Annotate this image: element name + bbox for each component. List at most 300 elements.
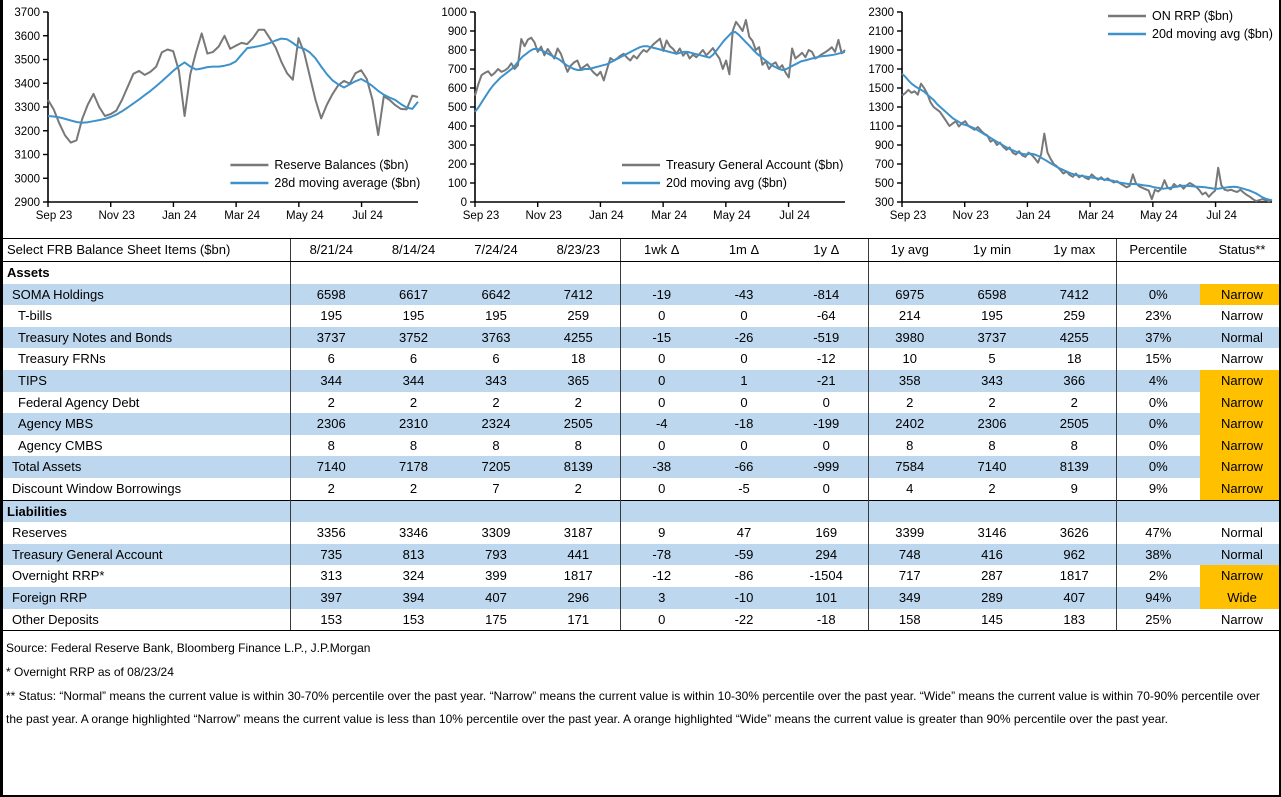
row-label: Total Assets [3, 456, 290, 478]
empty-cell [372, 500, 455, 522]
y-tick-label: 1900 [868, 45, 894, 57]
value-cell: 6 [372, 348, 455, 370]
chart-reserve-balances [3, 0, 430, 236]
value-cell: 0 [703, 305, 785, 327]
value-cell: -26 [703, 327, 785, 349]
value-cell: 0 [703, 348, 785, 370]
table-row [3, 392, 1281, 414]
value-cell: -814 [785, 284, 868, 306]
value-cell: -519 [785, 327, 868, 349]
value-cell: 441 [537, 544, 620, 566]
column-header: Percentile [1116, 239, 1200, 262]
value-cell: 2 [290, 478, 372, 500]
empty-cell [290, 262, 372, 284]
value-cell: 3737 [290, 327, 372, 349]
value-cell: 171 [537, 609, 620, 631]
empty-cell [785, 500, 868, 522]
value-cell: 0 [703, 392, 785, 414]
column-header: Status** [1200, 239, 1281, 262]
value-cell: -1504 [785, 565, 868, 587]
x-tick-label: Mar 24 [651, 210, 688, 222]
y-tick-label: 1000 [441, 7, 467, 19]
percentile-cell: 94% [1116, 587, 1200, 609]
table-row [3, 284, 1281, 306]
x-tick-label: Jan 24 [1016, 210, 1051, 222]
row-label: Treasury General Account [3, 544, 290, 566]
empty-cell [951, 500, 1033, 522]
table-row [3, 327, 1281, 349]
value-cell: 2 [537, 392, 620, 414]
row-label: Overnight RRP* [3, 565, 290, 587]
table-row [3, 435, 1281, 457]
column-header: 1y avg [868, 239, 951, 262]
value-cell: 7 [455, 478, 537, 500]
value-cell: 6 [455, 348, 537, 370]
y-tick-label: 2100 [868, 26, 894, 38]
value-cell: 289 [951, 587, 1033, 609]
status-badge: Narrow [1200, 370, 1281, 392]
value-cell: 18 [537, 348, 620, 370]
series-line [48, 39, 418, 123]
table-row [3, 370, 1281, 392]
value-cell: 5 [951, 348, 1033, 370]
x-tick-label: Nov 23 [98, 210, 135, 222]
value-cell: 7412 [1033, 284, 1116, 306]
value-cell: 2 [951, 478, 1033, 500]
value-cell: 195 [290, 305, 372, 327]
value-cell: 195 [951, 305, 1033, 327]
empty-cell [1200, 262, 1281, 284]
percentile-cell: 4% [1116, 370, 1200, 392]
value-cell: 7584 [868, 456, 951, 478]
column-header: 1m Δ [703, 239, 785, 262]
empty-cell [703, 500, 785, 522]
value-cell: 0 [620, 348, 703, 370]
value-cell: -38 [620, 456, 703, 478]
value-cell: -10 [703, 587, 785, 609]
x-tick-label: Jan 24 [589, 210, 624, 222]
column-header: 1y min [951, 239, 1033, 262]
value-cell: 962 [1033, 544, 1116, 566]
value-cell: 175 [455, 609, 537, 631]
y-tick-label: 700 [447, 64, 467, 76]
series-line [48, 30, 418, 143]
table-row [3, 413, 1281, 435]
value-cell: -18 [703, 413, 785, 435]
status-definition-note: ** Status: “Normal” means the current value is within 30-70% percentile over the past year. “Narrow” means the current value is within 10-30% percentile over the past year. “Wide” means the current value is within 70-90% percentile over the past year. A orange highlighted “Narrow” means the current value is less than 10% percentile over the past year. A orange highlighted “Wide” means the current value is greater than 90% percentile over the past year. [6, 689, 1260, 727]
legend-label: ON RRP ($bn) [1152, 9, 1234, 23]
value-cell: -12 [620, 565, 703, 587]
percentile-cell: 38% [1116, 544, 1200, 566]
value-cell: 1817 [537, 565, 620, 587]
value-cell: 0 [620, 435, 703, 457]
row-label: Federal Agency Debt [3, 392, 290, 414]
legend-label: 28d moving average ($bn) [274, 176, 421, 190]
value-cell: 365 [537, 370, 620, 392]
x-tick-label: May 24 [285, 210, 324, 222]
value-cell: 3626 [1033, 522, 1116, 544]
column-header: 7/24/24 [455, 239, 537, 262]
value-cell: 2 [372, 478, 455, 500]
value-cell: 717 [868, 565, 951, 587]
value-cell: 3346 [372, 522, 455, 544]
value-cell: 0 [620, 609, 703, 631]
percentile-cell: 0% [1116, 435, 1200, 457]
percentile-cell: 47% [1116, 522, 1200, 544]
series-line [475, 20, 845, 96]
y-tick-label: 3100 [14, 149, 40, 162]
x-tick-label: Sep 23 [35, 210, 73, 222]
value-cell: 7205 [455, 456, 537, 478]
table-row [3, 500, 1281, 522]
percentile-cell: 23% [1116, 305, 1200, 327]
value-cell: 344 [290, 370, 372, 392]
value-cell: 8 [290, 435, 372, 457]
value-cell: 407 [1033, 587, 1116, 609]
y-tick-label: 100 [447, 178, 467, 190]
empty-cell [703, 262, 785, 284]
y-tick-label: 3700 [14, 7, 40, 19]
value-cell: 1 [703, 370, 785, 392]
row-label: Discount Window Borrowings [3, 478, 290, 500]
x-tick-label: Jul 24 [1206, 210, 1237, 222]
value-cell: 4255 [1033, 327, 1116, 349]
value-cell: -5 [703, 478, 785, 500]
value-cell: 2 [537, 478, 620, 500]
value-cell: 8139 [1033, 456, 1116, 478]
status-badge: Narrow [1200, 609, 1281, 631]
value-cell: 169 [785, 522, 868, 544]
on-rrp-chart [857, 0, 1281, 236]
row-label: Reserves [3, 522, 290, 544]
table-row [3, 262, 1281, 284]
x-tick-label: Jul 24 [779, 210, 810, 222]
empty-cell [1200, 500, 1281, 522]
value-cell: 735 [290, 544, 372, 566]
y-tick-label: 3200 [14, 125, 40, 138]
table-row [3, 544, 1281, 566]
value-cell: 3752 [372, 327, 455, 349]
empty-cell [1116, 262, 1200, 284]
y-tick-label: 400 [447, 121, 467, 133]
value-cell: 2 [951, 392, 1033, 414]
empty-cell [290, 500, 372, 522]
value-cell: 3309 [455, 522, 537, 544]
row-label: SOMA Holdings [3, 284, 290, 306]
value-cell: 9 [620, 522, 703, 544]
x-tick-label: Jul 24 [352, 210, 383, 222]
value-cell: 313 [290, 565, 372, 587]
percentile-cell: 9% [1116, 478, 1200, 500]
empty-cell [372, 262, 455, 284]
value-cell: 3763 [455, 327, 537, 349]
status-badge: Normal [1200, 327, 1281, 349]
empty-cell [537, 262, 620, 284]
percentile-cell: 0% [1116, 392, 1200, 414]
y-tick-label: 1700 [868, 64, 894, 76]
value-cell: 2 [290, 392, 372, 414]
table-row [3, 305, 1281, 327]
y-tick-label: 700 [874, 159, 894, 171]
status-badge: Wide [1200, 587, 1281, 609]
status-badge: Narrow [1200, 456, 1281, 478]
row-label: Agency CMBS [3, 435, 290, 457]
y-tick-label: 3300 [14, 102, 40, 114]
value-cell: 259 [1033, 305, 1116, 327]
value-cell: 748 [868, 544, 951, 566]
row-label: Other Deposits [3, 609, 290, 631]
value-cell: -21 [785, 370, 868, 392]
empty-cell [785, 262, 868, 284]
y-tick-label: 3000 [14, 173, 40, 186]
value-cell: -999 [785, 456, 868, 478]
y-tick-label: 200 [447, 159, 467, 171]
empty-cell [951, 262, 1033, 284]
value-cell: 344 [372, 370, 455, 392]
empty-cell [1033, 500, 1116, 522]
empty-cell [455, 500, 537, 522]
x-tick-label: Mar 24 [224, 210, 261, 222]
value-cell: 18 [1033, 348, 1116, 370]
chart-on-rrp [857, 0, 1281, 236]
y-tick-label: 2300 [868, 7, 894, 19]
value-cell: 8139 [537, 456, 620, 478]
charts-row [3, 0, 1279, 236]
empty-cell [868, 500, 951, 522]
value-cell: 6975 [868, 284, 951, 306]
value-cell: 2 [372, 392, 455, 414]
value-cell: 195 [372, 305, 455, 327]
value-cell: 6598 [290, 284, 372, 306]
status-badge: Narrow [1200, 284, 1281, 306]
value-cell: 153 [372, 609, 455, 631]
column-header: 8/21/24 [290, 239, 372, 262]
y-tick-label: 800 [447, 45, 467, 57]
status-badge: Narrow [1200, 305, 1281, 327]
legend-label: 20d moving avg ($bn) [1152, 27, 1273, 41]
percentile-cell: 25% [1116, 609, 1200, 631]
value-cell: 0 [785, 478, 868, 500]
value-cell: 4255 [537, 327, 620, 349]
value-cell: -15 [620, 327, 703, 349]
x-tick-label: Nov 23 [952, 210, 989, 222]
x-tick-label: Sep 23 [462, 210, 500, 222]
table-row [3, 456, 1281, 478]
status-badge: Normal [1200, 544, 1281, 566]
balance-sheet-table [3, 238, 1281, 631]
value-cell: 397 [290, 587, 372, 609]
x-tick-label: May 24 [712, 210, 751, 222]
value-cell: 407 [455, 587, 537, 609]
row-label: Treasury FRNs [3, 348, 290, 370]
x-tick-label: Nov 23 [525, 210, 562, 222]
value-cell: 0 [785, 435, 868, 457]
value-cell: 324 [372, 565, 455, 587]
value-cell: 2 [1033, 392, 1116, 414]
value-cell: 813 [372, 544, 455, 566]
value-cell: 6 [290, 348, 372, 370]
value-cell: 3 [620, 587, 703, 609]
value-cell: 6642 [455, 284, 537, 306]
row-label: Treasury Notes and Bonds [3, 327, 290, 349]
status-badge: Narrow [1200, 565, 1281, 587]
treasury-general-account-chart [430, 0, 857, 236]
y-tick-label: 900 [874, 140, 894, 152]
row-label: Assets [3, 262, 290, 284]
value-cell: 47 [703, 522, 785, 544]
y-tick-label: 500 [447, 102, 467, 114]
value-cell: 8 [537, 435, 620, 457]
x-tick-label: Jan 24 [162, 210, 197, 222]
value-cell: 358 [868, 370, 951, 392]
value-cell: 0 [703, 435, 785, 457]
column-header: 1y Δ [785, 239, 868, 262]
value-cell: 214 [868, 305, 951, 327]
status-badge: Narrow [1200, 478, 1281, 500]
value-cell: 183 [1033, 609, 1116, 631]
table-row [3, 478, 1281, 500]
status-badge: Narrow [1200, 435, 1281, 457]
status-badge: Narrow [1200, 348, 1281, 370]
status-badge: Normal [1200, 522, 1281, 544]
status-badge: Narrow [1200, 392, 1281, 414]
value-cell: 349 [868, 587, 951, 609]
empty-cell [1116, 500, 1200, 522]
value-cell: 366 [1033, 370, 1116, 392]
percentile-cell: 2% [1116, 565, 1200, 587]
value-cell: 7140 [951, 456, 1033, 478]
percentile-cell: 0% [1116, 456, 1200, 478]
table-row [3, 609, 1281, 631]
y-tick-label: 600 [447, 83, 467, 95]
table-row [3, 522, 1281, 544]
value-cell: 8 [951, 435, 1033, 457]
value-cell: 0 [620, 305, 703, 327]
value-cell: 2306 [290, 413, 372, 435]
value-cell: 0 [620, 370, 703, 392]
value-cell: -12 [785, 348, 868, 370]
value-cell: 2324 [455, 413, 537, 435]
empty-cell [1033, 262, 1116, 284]
value-cell: -4 [620, 413, 703, 435]
column-header: 8/23/23 [537, 239, 620, 262]
value-cell: -199 [785, 413, 868, 435]
value-cell: 287 [951, 565, 1033, 587]
y-tick-label: 3500 [14, 54, 40, 67]
status-badge: Narrow [1200, 413, 1281, 435]
value-cell: 416 [951, 544, 1033, 566]
value-cell: 394 [372, 587, 455, 609]
value-cell: -86 [703, 565, 785, 587]
x-tick-label: May 24 [1139, 210, 1178, 222]
value-cell: 793 [455, 544, 537, 566]
value-cell: 3980 [868, 327, 951, 349]
value-cell: 8 [868, 435, 951, 457]
value-cell: -18 [785, 609, 868, 631]
chart-treasury-general-account [430, 0, 857, 236]
percentile-cell: 15% [1116, 348, 1200, 370]
y-tick-label: 0 [460, 197, 467, 209]
value-cell: 2505 [537, 413, 620, 435]
value-cell: 259 [537, 305, 620, 327]
value-cell: 153 [290, 609, 372, 631]
y-tick-label: 1300 [868, 102, 894, 114]
value-cell: 101 [785, 587, 868, 609]
value-cell: 2310 [372, 413, 455, 435]
value-cell: 3146 [951, 522, 1033, 544]
y-tick-label: 3600 [14, 30, 40, 43]
value-cell: -59 [703, 544, 785, 566]
percentile-cell: 0% [1116, 284, 1200, 306]
empty-cell [620, 500, 703, 522]
y-tick-label: 3400 [14, 78, 40, 91]
value-cell: 195 [455, 305, 537, 327]
legend-label: Treasury General Account ($bn) [666, 158, 844, 172]
value-cell: 1817 [1033, 565, 1116, 587]
value-cell: -19 [620, 284, 703, 306]
value-cell: -78 [620, 544, 703, 566]
column-header: 1y max [1033, 239, 1116, 262]
percentile-cell: 0% [1116, 413, 1200, 435]
table-title: Select FRB Balance Sheet Items ($bn) [3, 239, 290, 262]
value-cell: 0 [620, 478, 703, 500]
x-tick-label: Sep 23 [889, 210, 927, 222]
y-tick-label: 1500 [868, 83, 894, 95]
source-note: Source: Federal Reserve Bank, Bloomberg Finance L.P., J.P.Morgan [6, 641, 371, 656]
empty-cell [537, 500, 620, 522]
table-row [3, 587, 1281, 609]
value-cell: 9 [1033, 478, 1116, 500]
value-cell: 6598 [951, 284, 1033, 306]
y-tick-label: 2900 [14, 197, 40, 209]
value-cell: 0 [620, 392, 703, 414]
row-label: TIPS [3, 370, 290, 392]
y-tick-label: 300 [447, 140, 467, 152]
value-cell: 7178 [372, 456, 455, 478]
value-cell: 0 [785, 392, 868, 414]
y-tick-label: 300 [874, 197, 894, 209]
value-cell: 158 [868, 609, 951, 631]
value-cell: 4 [868, 478, 951, 500]
value-cell: 3399 [868, 522, 951, 544]
value-cell: 296 [537, 587, 620, 609]
value-cell: 2306 [951, 413, 1033, 435]
y-tick-label: 900 [447, 26, 467, 38]
x-tick-label: Mar 24 [1078, 210, 1115, 222]
series-line [902, 84, 1272, 202]
value-cell: -66 [703, 456, 785, 478]
y-tick-label: 500 [874, 178, 894, 190]
value-cell: 399 [455, 565, 537, 587]
value-cell: -22 [703, 609, 785, 631]
value-cell: 294 [785, 544, 868, 566]
value-cell: 145 [951, 609, 1033, 631]
value-cell: 2 [455, 392, 537, 414]
value-cell: 8 [372, 435, 455, 457]
value-cell: 7412 [537, 284, 620, 306]
footer-notes [3, 631, 1279, 731]
empty-cell [620, 262, 703, 284]
value-cell: 10 [868, 348, 951, 370]
table-row [3, 348, 1281, 370]
overnight-rrp-note: * Overnight RRP as of 08/23/24 [6, 665, 174, 680]
value-cell: 6617 [372, 284, 455, 306]
row-label: Agency MBS [3, 413, 290, 435]
value-cell: 3356 [290, 522, 372, 544]
value-cell: 2505 [1033, 413, 1116, 435]
reserve-balances-chart [3, 0, 430, 236]
value-cell: 8 [1033, 435, 1116, 457]
